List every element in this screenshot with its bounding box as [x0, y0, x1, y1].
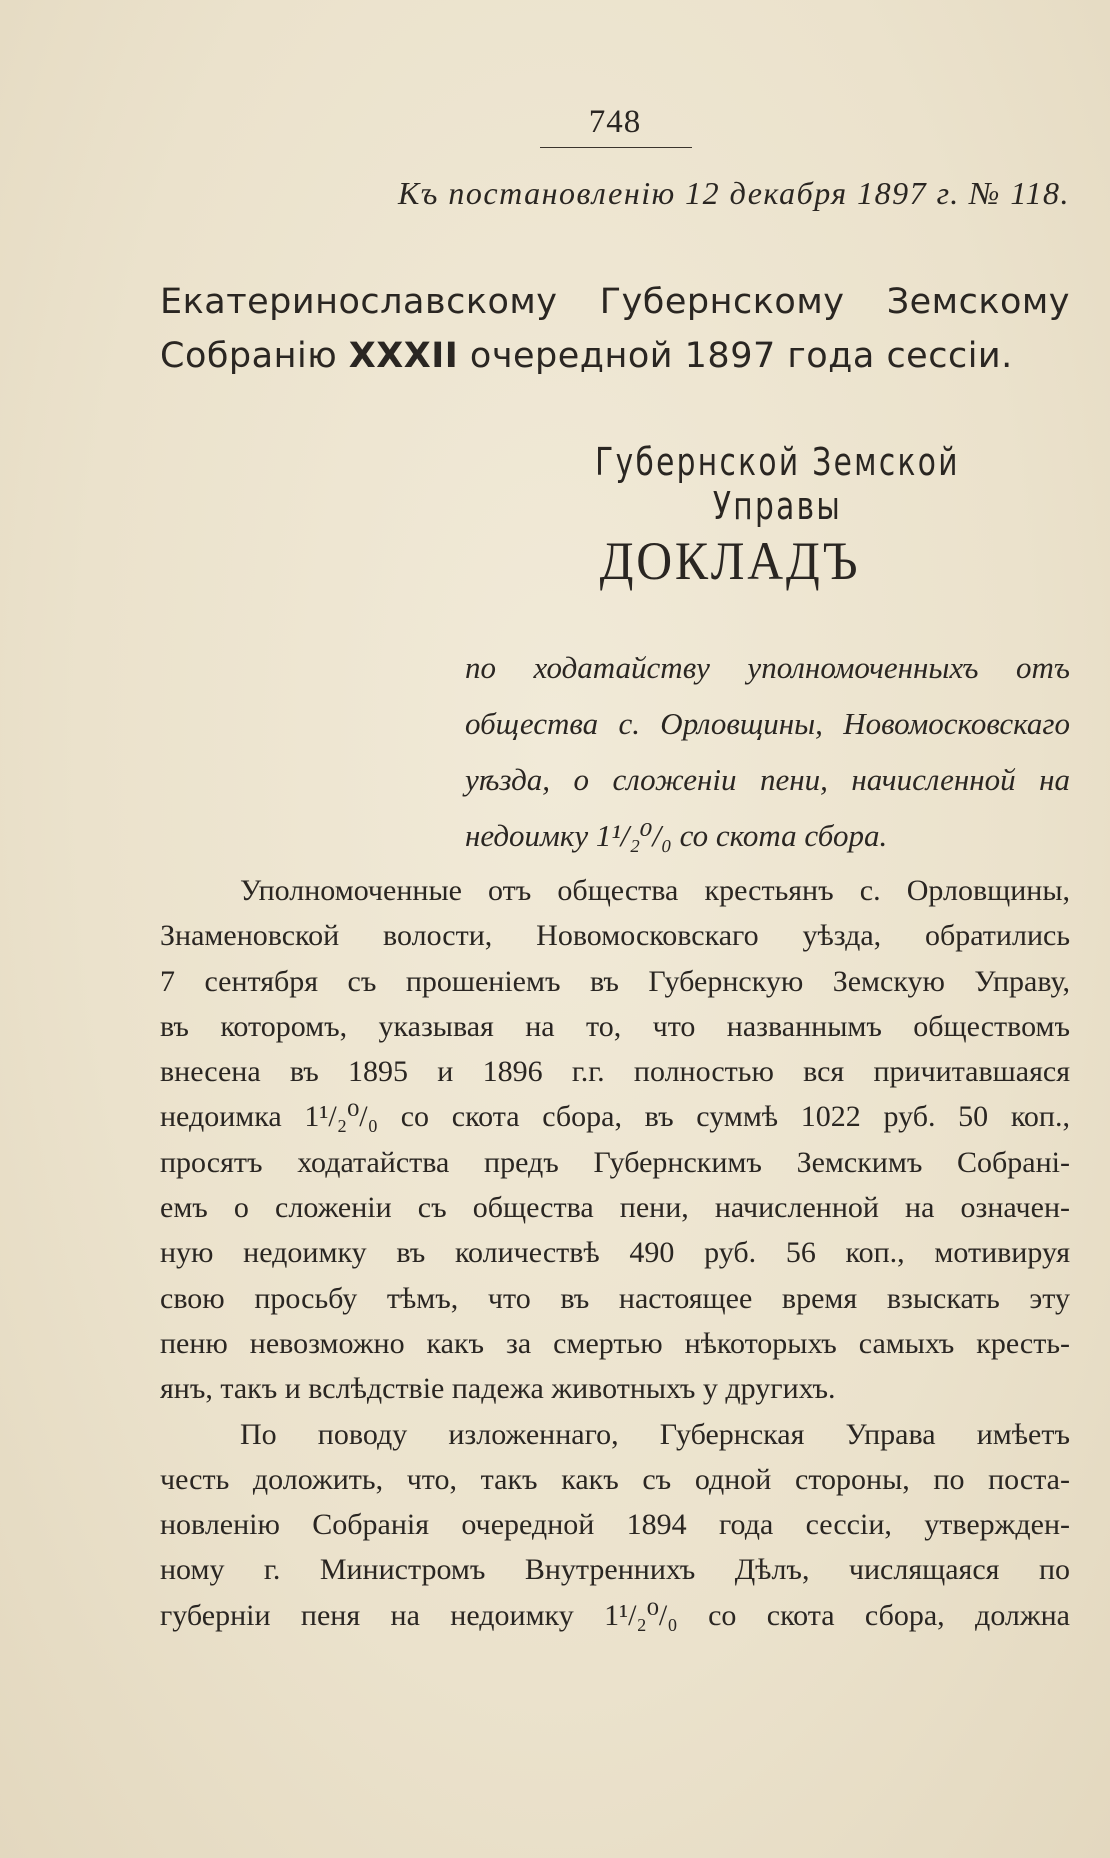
- body-line: пеню невозможно какъ за смертью нѣкоторыхъ самыхъ кресть-: [160, 1326, 1070, 1360]
- addressee-line-1: Екатеринославскому Губернскому Земскому: [160, 282, 1070, 322]
- body-line: просятъ ходатайства предъ Губернскимъ Земскимъ Собрані-: [160, 1145, 1070, 1179]
- addressee-line-2: [160, 329, 1070, 383]
- addressee-heading: [160, 275, 1070, 383]
- subject-line-4: недоимку 1¹/₂⁰/₀ со скота сбора.: [465, 818, 888, 853]
- resolution-reference: Къ постановленію 12 декабря 1897 г. № 118.: [398, 175, 1070, 211]
- body-line: недоимка 1¹/₂⁰/₀ со скота сбора, въ суммѣ 1022 руб. 50 коп.,: [160, 1100, 1070, 1134]
- body-line: 7 сентября съ прошеніемъ въ Губернскую Земскую Управу,: [160, 964, 1070, 998]
- document-title: ДОКЛАДЪ: [599, 531, 861, 591]
- subject-line-3: уѣзда, о сложеніи пени, начисленной на: [465, 762, 1070, 797]
- report-body: [160, 868, 1070, 1638]
- page-number-rule: [540, 147, 692, 148]
- session-roman-numeral: XXXII: [348, 336, 459, 376]
- body-line: емъ о сложеніи съ общества пени, начисленной на означен-: [160, 1191, 1070, 1225]
- body-line: Уполномоченные отъ общества крестьянъ с. Орловщины,: [240, 874, 1070, 907]
- body-line: Знаменовской волости, Новомосковскаго уѣзда, обратились: [160, 919, 1070, 953]
- body-line: ному г. Министромъ Внутреннихъ Дѣлъ, числящаяся по: [160, 1553, 1070, 1587]
- body-line: свою просьбу тѣмъ, что въ настоящее время взыскать эту: [160, 1281, 1070, 1315]
- report-subject: [465, 640, 1070, 864]
- body-line: въ которомъ, указывая на то, что названнымъ обществомъ: [160, 1009, 1070, 1043]
- body-line: честь доложить, что, такъ какъ съ одной стороны, по поста-: [160, 1462, 1070, 1496]
- body-line: По поводу изложеннаго, Губернская Управа имѣетъ: [240, 1417, 1070, 1451]
- body-line: внесена въ 1895 и 1896 г.г. полностью вся причитавшаяся: [160, 1055, 1070, 1089]
- page-number: 748: [588, 104, 642, 140]
- subject-line-2: общества с. Орловщины, Новомосковскаго: [465, 706, 1070, 741]
- subject-line-1: по ходатайству уполномоченныхъ отъ: [465, 650, 1070, 685]
- addressee-line-2-end: очередной 1897 года сессіи.: [458, 336, 1013, 376]
- body-line: губерніи пеня на недоимку 1¹/₂⁰/₀ со скота сбора, должна: [160, 1598, 1070, 1632]
- addressee-line-2-start: Собранію: [160, 336, 349, 376]
- issuing-authority: Губернской Земской Управы: [595, 440, 960, 528]
- body-line: ную недоимку въ количествѣ 490 руб. 56 коп., мотивируя: [160, 1236, 1070, 1270]
- body-line: новленію Собранія очередной 1894 года сессіи, утвержден-: [160, 1508, 1070, 1542]
- body-line: янъ, такъ и вслѣдствіе падежа животныхъ у другихъ.: [160, 1372, 836, 1406]
